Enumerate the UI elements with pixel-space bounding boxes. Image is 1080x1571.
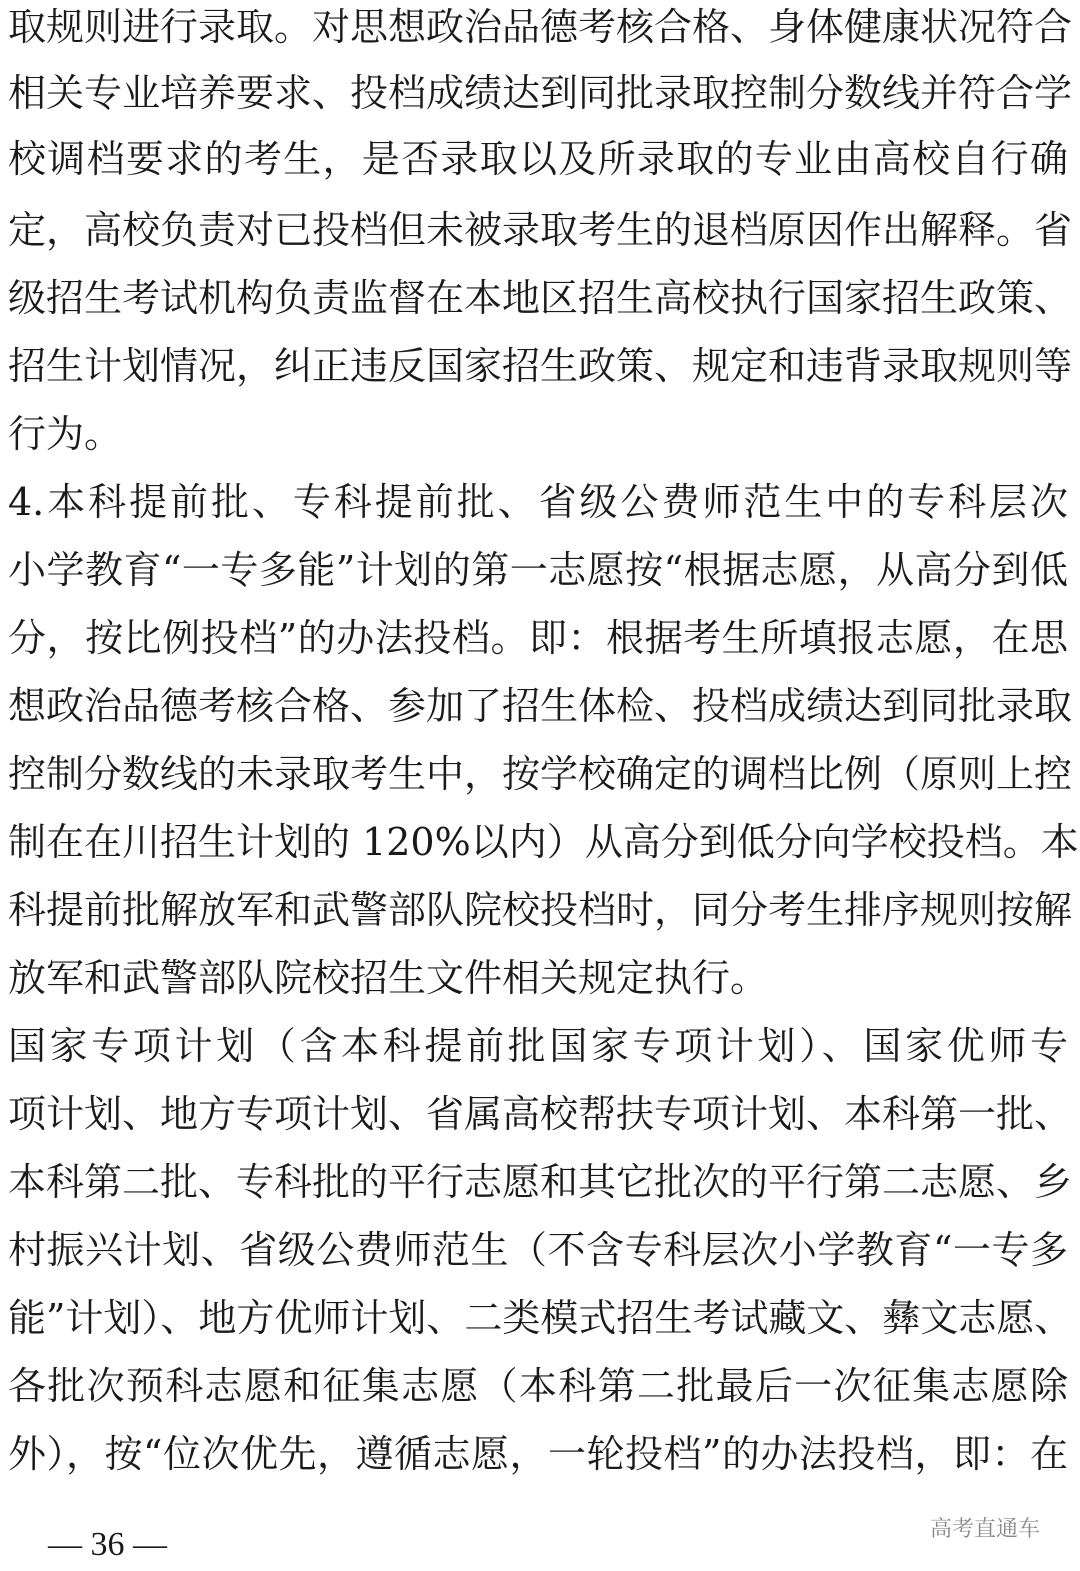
- text-line-5: 级招生考试机构负责监督在本地区招生高校执行国家招生政策、: [8, 276, 1073, 320]
- paragraph-5-line-1: 国家专项计划（含本科提前批国家专项计划）、国家优师专: [8, 1024, 1068, 1068]
- paragraph-5-line-2: 项计划、地方专项计划、省属高校帮扶专项计划、本科第一批、: [8, 1092, 1073, 1136]
- paragraph-4-line-5: 控制分数线的未录取考生中，按学校确定的调档比例（原则上控: [8, 752, 1073, 796]
- paragraph-4-line-7: 科提前批解放军和武警部队院校投档时，同分考生排序规则按解: [8, 888, 1073, 932]
- text-line-6: 招生计划情况，纠正违反国家招生政策、规定和违背录取规则等: [8, 344, 1073, 388]
- page-number: — 36 —: [48, 1526, 167, 1563]
- text-line-4: 定，高校负责对已投档但未被录取考生的退档原因作出解释。省: [8, 208, 1073, 252]
- paragraph-5-line-7: 外），按“位次优先，遵循志愿，一轮投档”的办法投档，即：在: [8, 1432, 1068, 1476]
- paragraph-4-line-3: 分，按比例投档”的办法投档。即：根据考生所填报志愿，在思: [8, 616, 1068, 660]
- paragraph-5-line-5: 能”计划）、地方优师计划、二类模式招生考试藏文、彝文志愿、: [8, 1296, 1073, 1340]
- text-line-7: 行为。: [8, 412, 123, 456]
- text-line-1: 取规则进行录取。对思想政治品德考核合格、身体健康状况符合: [8, 5, 1073, 49]
- paragraph-4-line-1: 4.本科提前批、专科提前批、省级公费师范生中的专科层次: [8, 480, 1068, 524]
- paragraph-4-line-4: 想政治品德考核合格、参加了招生体检、投档成绩达到同批录取: [8, 684, 1073, 728]
- paragraph-5-line-6: 各批次预科志愿和征集志愿（本科第二批最后一次征集志愿除: [8, 1364, 1068, 1408]
- paragraph-4-line-2: 小学教育“一专多能”计划的第一志愿按“根据志愿，从高分到低: [8, 548, 1068, 592]
- text-line-2: 相关专业培养要求、投档成绩达到同批录取控制分数线并符合学: [8, 71, 1073, 115]
- paragraph-4-line-6: 制在在川招生计划的 120%以内）从高分到低分向学校投档。本: [8, 820, 1079, 864]
- text-line-3: 校调档要求的考生，是否录取以及所录取的专业由高校自行确: [8, 137, 1068, 181]
- source-watermark: 高考直通车: [930, 1517, 1041, 1542]
- paragraph-5-line-4: 村振兴计划、省级公费师范生（不含专科层次小学教育“一专多: [8, 1228, 1068, 1272]
- paragraph-5-line-3: 本科第二批、专科批的平行志愿和其它批次的平行第二志愿、乡: [8, 1160, 1073, 1204]
- paragraph-4-line-8: 放军和武警部队院校招生文件相关规定执行。: [8, 956, 769, 1000]
